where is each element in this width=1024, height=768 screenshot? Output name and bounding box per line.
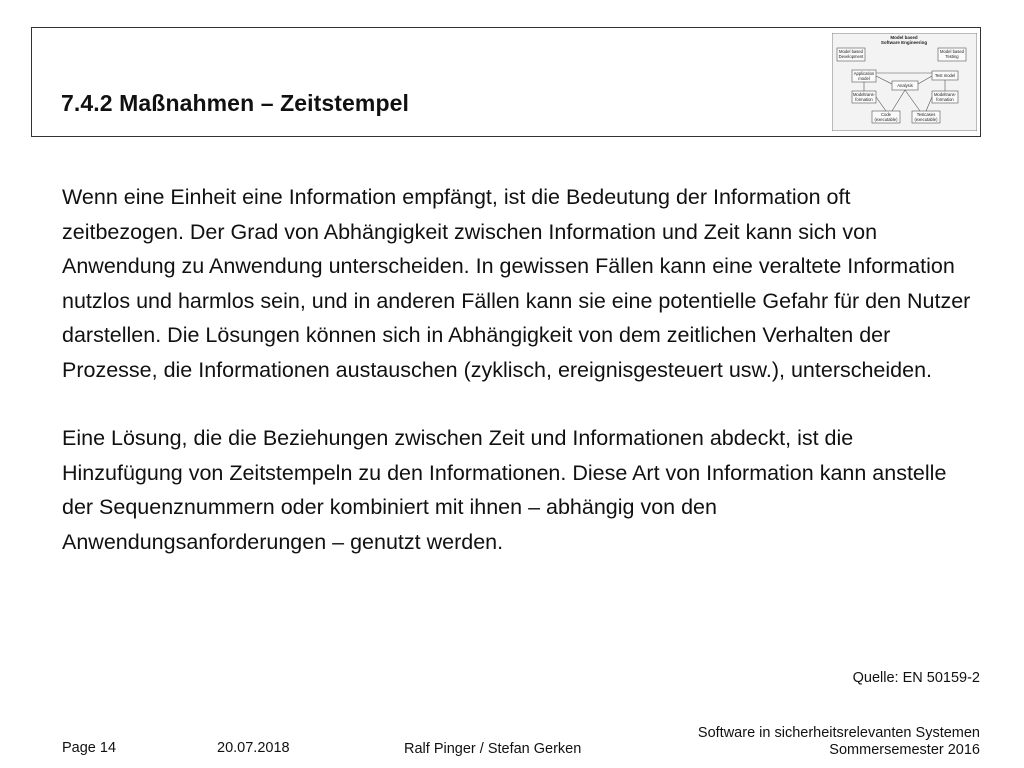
diagram-transformation-right-line1: Modeltrans- [933,92,957,97]
diagram-code-line1: Code [880,112,892,117]
footer-course-title: Software in sicherheitsrelevanten Systemen [697,725,980,741]
diagram-code-line2: (executable) [874,117,898,122]
diagram-transformation-left-line2: formation [855,97,873,102]
diagram-development-line2: Development [838,54,864,59]
diagram-testcases-line2: (executable) [914,117,938,122]
diagram-testing-line1: Model based [940,49,964,54]
diagram-transformation-right-line2: formation [936,97,954,102]
model-based-software-engineering-diagram [832,33,977,131]
diagram-development-line1: Model based [839,49,863,54]
diagram-testcases-line1: Testcases [916,112,936,117]
paragraph-timestamps-solution: Eine Lösung, die die Beziehungen zwischen Zeit und Informationen abdeckt, ist die Hinzufügung von Zeitstempeln zu den Informationen. Diese Art von Information kann anstelle der Sequenznummern oder kombiniert mit ihnen – abhängig von den Anwendungsanforderungen – genutzt werden. [62,426,947,554]
paragraph-meaning-of-time: Wenn eine Einheit eine Information empfängt, ist die Bedeutung der Information oft zeitbezogen. Der Grad von Abhängigkeit zwischen Information und Zeit kann sich von Anwendung zu Anwendung unterscheiden. In gewissen Fällen kann eine veraltete Information nutzlos und harmlos sein, und in anderen Fällen kann sie eine potentielle Gefahr für den Nutzer darstellen. Die Lösungen können sich in Abhängigkeit von dem zeitlichen Verhalten der Prozesse, die Informationen austauschen (zyklisch, ereignisgesteuert usw.), unterscheiden. [62,185,971,382]
diagram-testing-line2: Testing [945,54,959,59]
footer-authors: Ralf Pinger / Stefan Gerken [404,741,582,757]
diagram-heading-line2: Software Engineering [880,40,928,45]
diagram-application-model-line1: Application [853,71,875,76]
main-content [62,180,977,559]
footer-semester: Sommersemester 2016 [829,742,980,758]
diagram-application-model-line2: model [858,76,870,81]
source-citation: Quelle: EN 50159-2 [852,670,980,686]
footer-page-number: Page 14 [62,740,117,756]
page-title: 7.4.2 Maßnahmen – Zeitstempel [61,90,410,116]
diagram-heading-line1: Model based [890,35,918,40]
diagram-transformation-left-line1: Modeltrans- [852,92,876,97]
header-box [31,27,981,137]
diagram-test-model: Test model [934,73,956,78]
diagram-analysis: Analysis [897,83,913,88]
footer-date: 20.07.2018 [217,740,290,756]
footer-course [698,725,980,759]
